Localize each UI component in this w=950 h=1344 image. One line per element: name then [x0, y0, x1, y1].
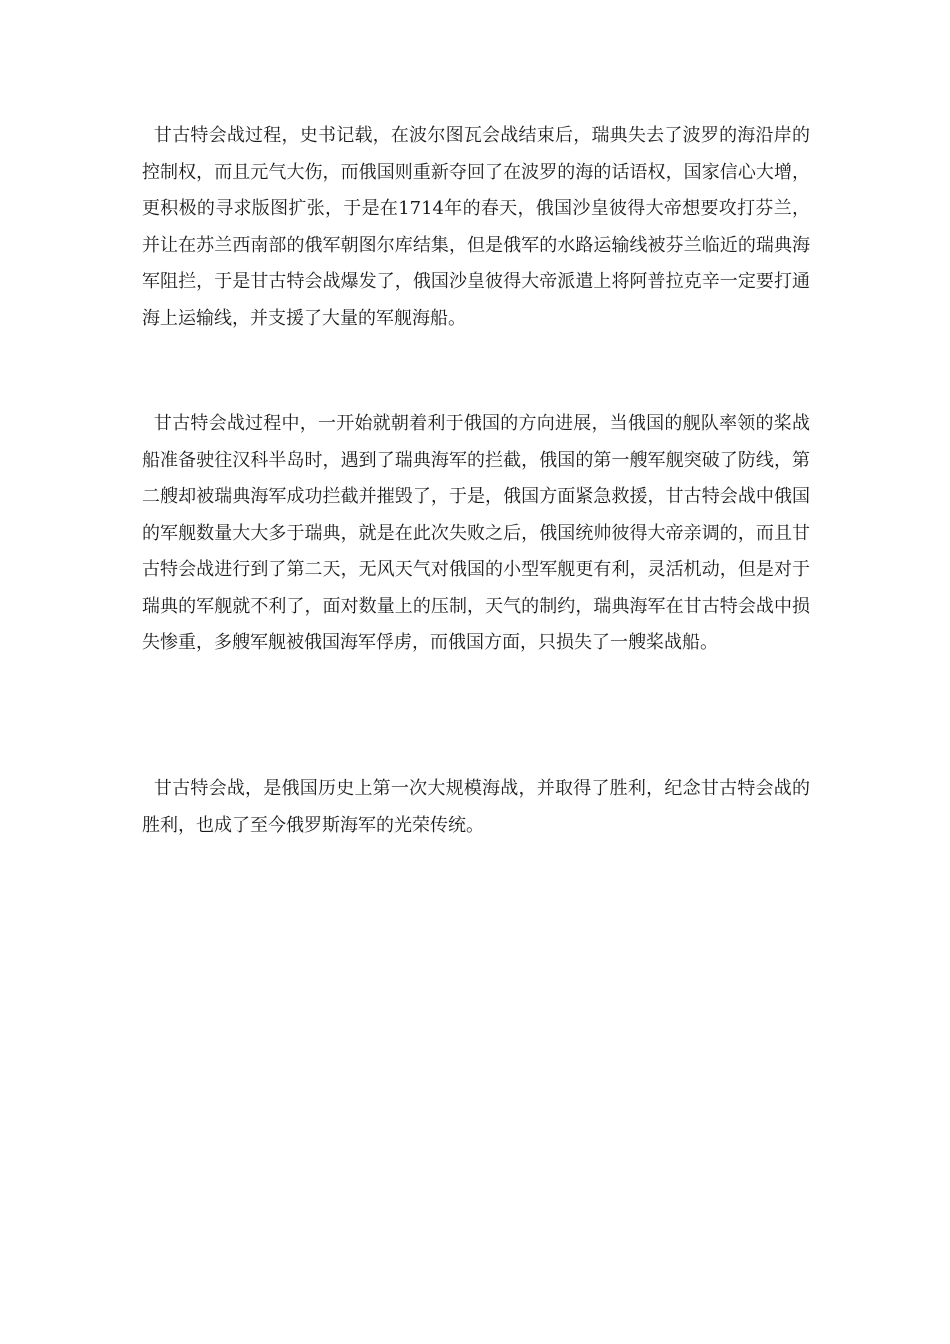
- paragraph-3: 甘古特会战，是俄国历史上第一次大规模海战，并取得了胜利，纪念甘古特会战的胜利，也成了至今俄罗斯海军的光荣传统。: [142, 778, 810, 836]
- paragraph-1: 甘古特会战过程，史书记载，在波尔图瓦会战结束后，瑞典失去了波罗的海沿岸的控制权，而且元气大伤，而俄国则重新夺回了在波罗的海的话语权，国家信心大增，更积极的寻求版图扩张，于是在1714年的春天，俄国沙皇彼得大帝想要攻打芬兰，并让在苏兰西南部的俄军朝图尔库结集，但是俄军的水路运输线被芬兰临近的瑞典海军阻拦，于是甘古特会战爆发了，俄国沙皇彼得大帝派遣上将阿普拉克辛一定要打通海上运输线，并支援了大量的军舰海船。: [142, 125, 810, 329]
- paragraph-2: 甘古特会战过程中，一开始就朝着利于俄国的方向进展，当俄国的舰队率领的桨战船准备驶往汉科半岛时，遇到了瑞典海军的拦截，俄国的第一艘军舰突破了防线，第二艘却被瑞典海军成功拦截并摧毁了，于是，俄国方面紧急救援，甘古特会战中俄国的军舰数量大大多于瑞典，就是在此次失败之后，俄国统帅彼得大帝亲调的，而且甘古特会战进行到了第二天，无风天气对俄国的小型军舰更有利，灵活机动，但是对于瑞典的军舰就不利了，面对数量上的压制，天气的制约，瑞典海军在甘古特会战中损失惨重，多艘军舰被俄国海军俘虏，而俄国方面，只损失了一艘桨战船。: [142, 413, 810, 653]
